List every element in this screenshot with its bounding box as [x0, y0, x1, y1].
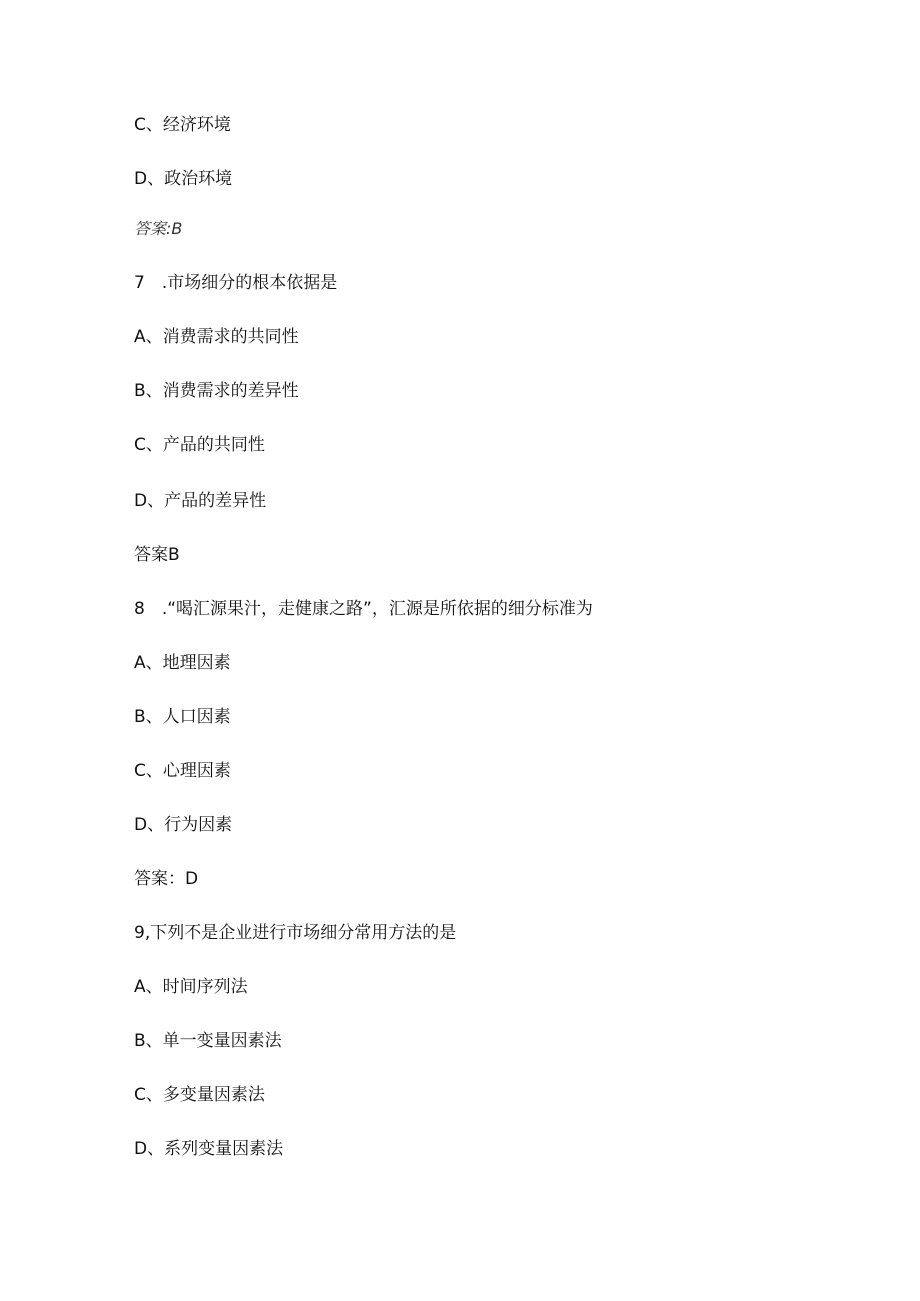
q9-option-d: D、系列变量因素法 — [134, 1139, 284, 1159]
q9-option-c: C、多变量因素法 — [134, 1085, 265, 1105]
q8-option-a: A、地理因素 — [134, 653, 231, 673]
answer-7: 答案B — [134, 545, 180, 565]
option-c-economic: C、经济环境 — [134, 115, 231, 135]
q7-option-b: B、消费需求的差异性 — [134, 381, 299, 401]
q8-option-b: B、人口因素 — [134, 707, 231, 727]
q9-option-a: A、时间序列法 — [134, 977, 248, 997]
question-9: 9,下列不是企业进行市场细分常用方法的是 — [134, 923, 457, 943]
answer-6: 答案:B — [134, 219, 183, 238]
q7-option-d: D、产品的差异性 — [134, 491, 267, 511]
q7-option-a: A、消费需求的共同性 — [134, 327, 299, 347]
option-d-political: D、政治环境 — [134, 169, 233, 189]
q8-option-d: D、行为因素 — [134, 815, 233, 835]
q9-option-b: B、单一变量因素法 — [134, 1031, 282, 1051]
q7-option-c: C、产品的共同性 — [134, 435, 265, 455]
answer-8: 答案：D — [134, 869, 199, 889]
q8-option-c: C、心理因素 — [134, 761, 231, 781]
question-7: 7 .市场细分的根本依据是 — [134, 273, 338, 293]
question-8: 8 .“喝汇源果汁，走健康之路”，汇源是所依据的细分标准为 — [134, 599, 593, 619]
